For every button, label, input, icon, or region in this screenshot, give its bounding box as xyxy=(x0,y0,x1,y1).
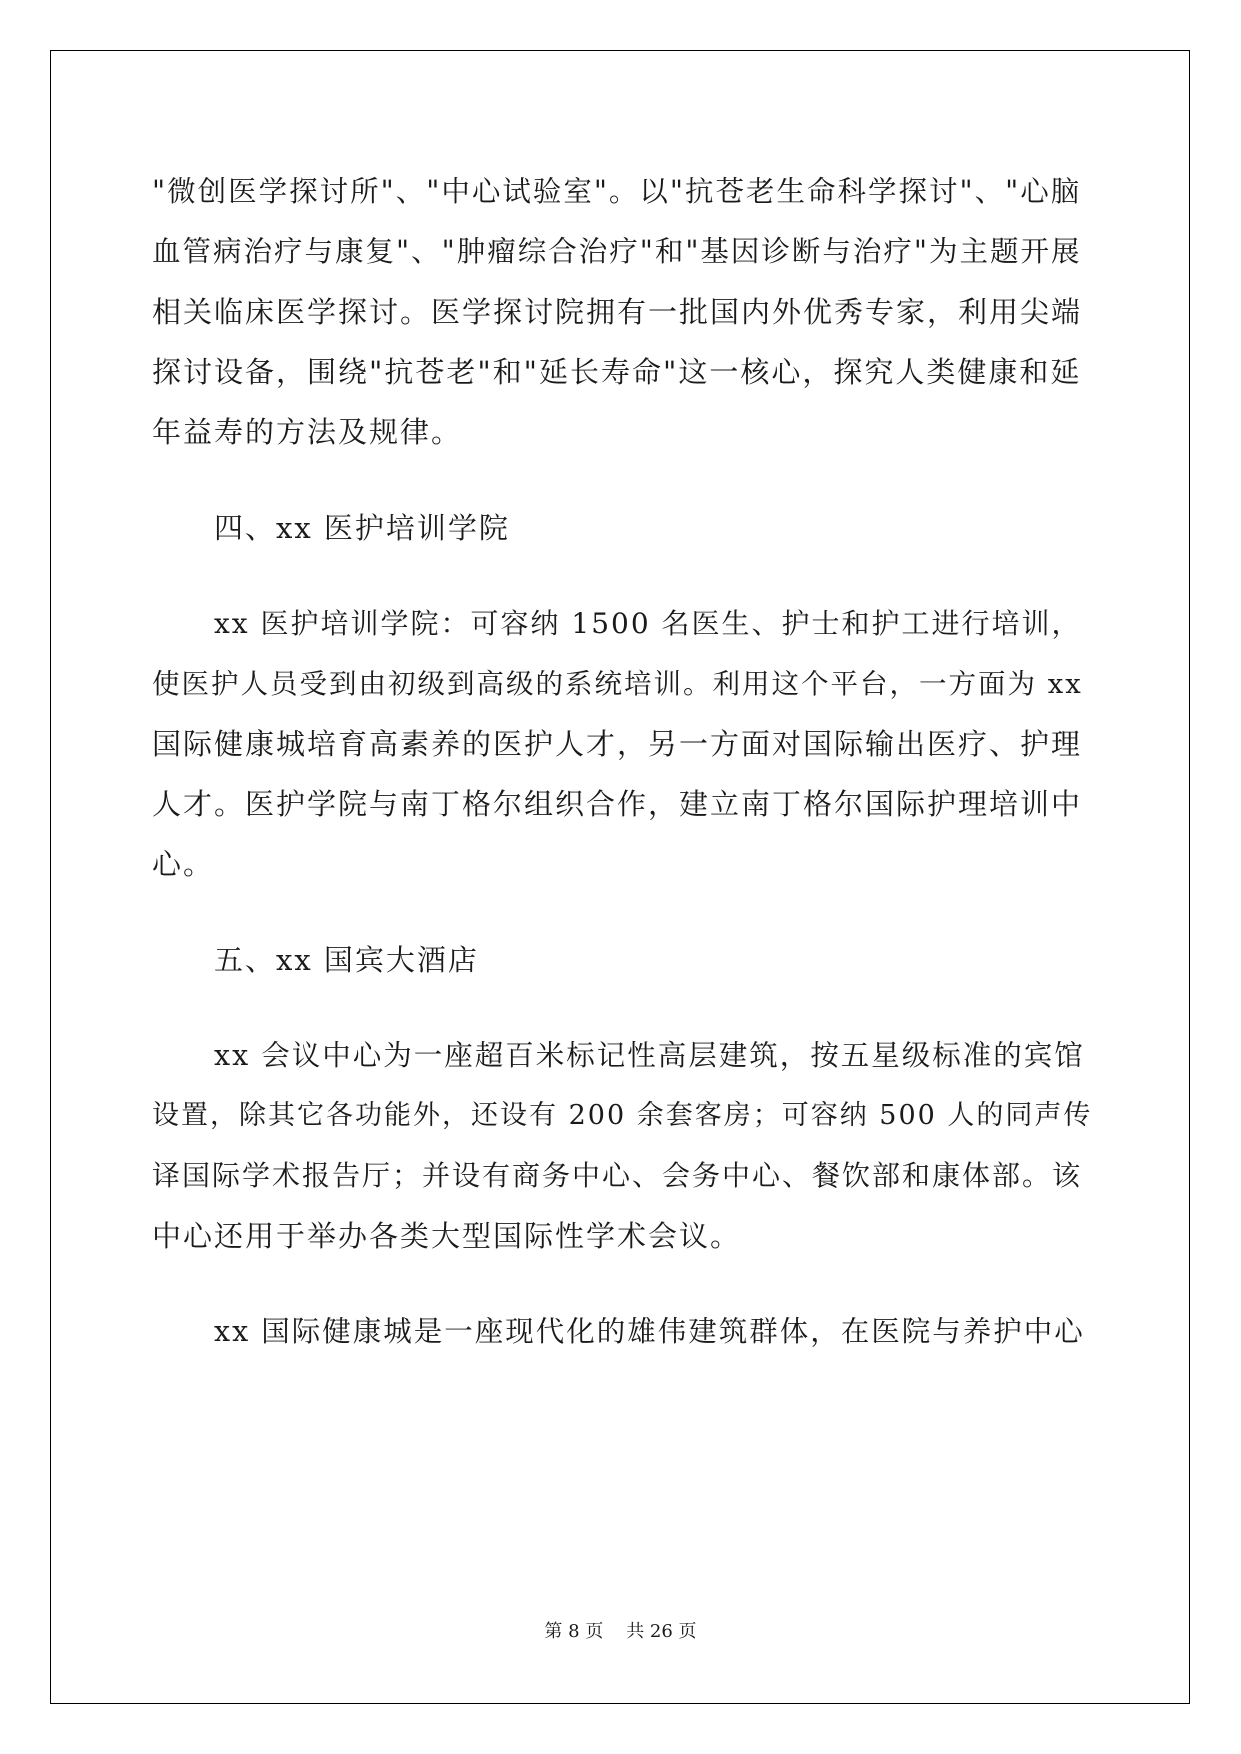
text-line: 年益寿的方法及规律。 xyxy=(152,415,463,449)
text-line: 译国际学术报告厅；并设有商务中心、会务中心、餐饮部和康体部。该 xyxy=(152,1159,1083,1192)
text-line: xx 医护培训学院：可容纳 1500 名医生、护士和护工进行培训， xyxy=(214,607,1082,640)
heading-line: 四、xx 医护培训学院 xyxy=(214,511,510,545)
page-number-label: 第 8 页 共 26 页 xyxy=(544,1621,697,1642)
text-line: 心。 xyxy=(152,847,215,881)
section-heading-5 xyxy=(152,930,1092,990)
page-footer xyxy=(0,1617,1241,1643)
text-line: "微创医学探讨所"、"中心试验室"。以"抗苍老生命科学探讨"、"心脑 xyxy=(152,175,1082,208)
text-line: 血管病治疗与康复"、"肿瘤综合治疗"和"基因诊断与治疗"为主题开展 xyxy=(152,235,1082,268)
text-line: xx 国际健康城是一座现代化的雄伟建筑群体，在医院与养护中心 xyxy=(214,1315,1085,1348)
text-line: 设置，除其它各功能外，还设有 200 余套客房；可容纳 500 人的同声传 xyxy=(152,1100,1093,1131)
text-line: 探讨设备，围绕"抗苍老"和"延长寿命"这一核心，探究人类健康和延 xyxy=(152,355,1082,389)
text-line: 使医护人员受到由初级到高级的系统培训。利用这个平台，一方面为 xx xyxy=(152,668,1083,700)
heading-line: 五、xx 国宾大酒店 xyxy=(214,943,479,977)
text-line: 国际健康城培育高素养的医护人才，另一方面对国际输出医疗、护理 xyxy=(152,727,1083,761)
text-line: 相关临床医学探讨。医学探讨院拥有一批国内外优秀专家，利用尖端 xyxy=(152,295,1083,329)
paragraph-health-city xyxy=(152,1302,1092,1362)
text-line: xx 会议中心为一座超百米标记性高层建筑，按五星级标准的宾馆 xyxy=(214,1039,1085,1072)
text-line: 中心还用于举办各类大型国际性学术会议。 xyxy=(152,1219,742,1253)
section-heading-4 xyxy=(152,498,1092,558)
paragraph-hotel xyxy=(152,1026,1092,1266)
paragraph-1 xyxy=(152,162,1092,462)
paragraph-training-college xyxy=(152,594,1092,894)
text-line: 人才。医护学院与南丁格尔组织合作，建立南丁格尔国际护理培训中 xyxy=(152,787,1083,821)
document-body xyxy=(152,162,1092,1362)
